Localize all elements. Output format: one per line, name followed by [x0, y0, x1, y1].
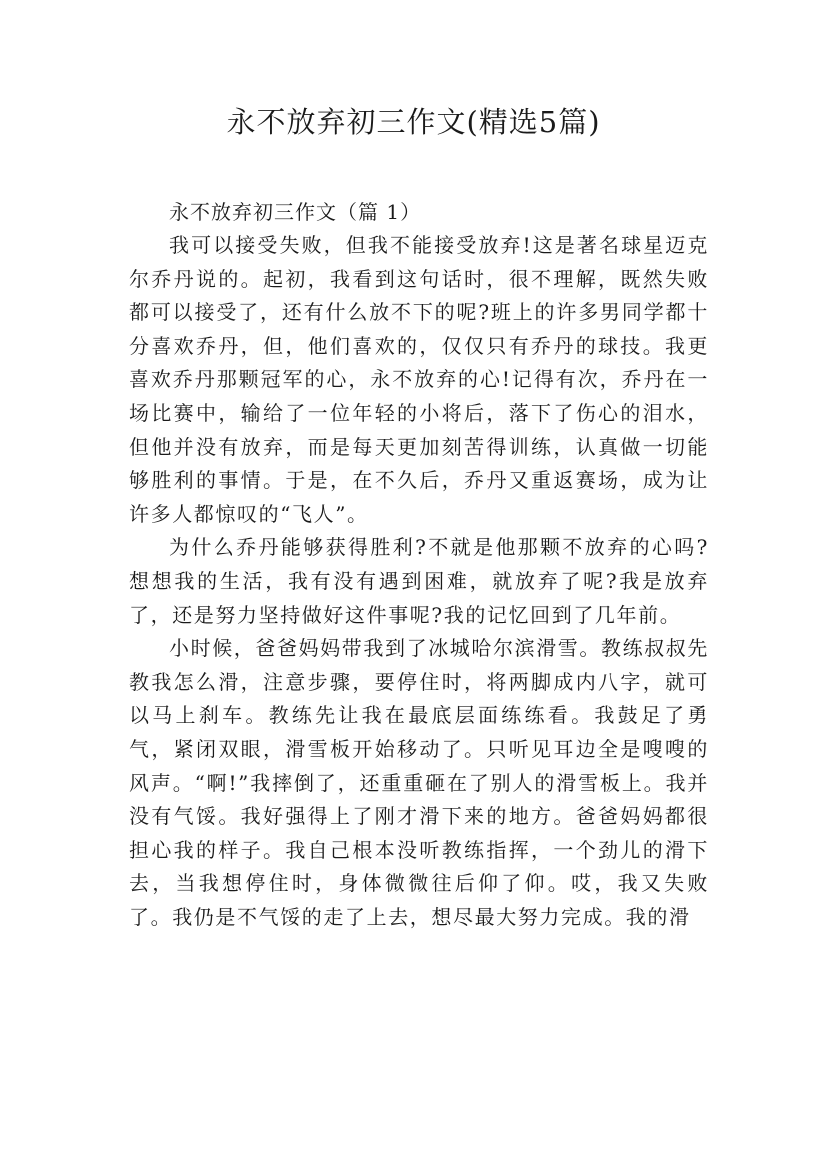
paragraph-1: 我可以接受失败，但我不能接受放弃!这是著名球星迈克尔乔丹说的。起初，我看到这句话时，很不理解，既然失败都可以接受了，还有什么放不下的呢?班上的许多男同学都十分喜欢乔丹，但，他们喜欢的，仅仅只有乔丹的球技。我更喜欢乔丹那颗冠军的心，永不放弃的心!记得有次，乔丹在一场比赛中，输给了一位年轻的小将后，落下了伤心的泪水，但他并没有放弃，而是每天更加刻苦得训练，认真做一切能够胜利的事情。于是，在不久后，乔丹又重返赛场，成为让许多人都惊叹的“飞人”。 [129, 233, 709, 526]
paragraph-2: 为什么乔丹能够获得胜利?不就是他那颗不放弃的心吗?想想我的生活，我有没有遇到困难，就放弃了呢?我是放弃了，还是努力坚持做好这件事呢?我的记忆回到了几年前。 [129, 535, 709, 627]
paragraph-3: 小时候，爸爸妈妈带我到了冰城哈尔滨滑雪。教练叔叔先教我怎么滑，注意步骤，要停住时，将两脚成内八字，就可以马上刹车。教练先让我在最底层面练练看。我鼓足了勇气，紧闭双眼，滑雪板开始移动了。只听见耳边全是嗖嗖的风声。“啊!”我摔倒了，还重重砸在了别人的滑雪板上。我并没有气馁。我好强得上了刚才滑下来的地方。爸爸妈妈都很担心我的样子。我自己根本没听教练指挥，一个劲儿的滑下去，当我想停住时，身体微微往后仰了仰。哎，我又失败了。我仍是不气馁的走了上去，想尽最大努力完成。我的滑 [129, 636, 709, 929]
document-body [129, 195, 709, 934]
section-heading: 永不放弃初三作文（篇 1） [169, 200, 422, 224]
document-title: 永不放弃初三作文(精选5篇) [226, 105, 601, 139]
